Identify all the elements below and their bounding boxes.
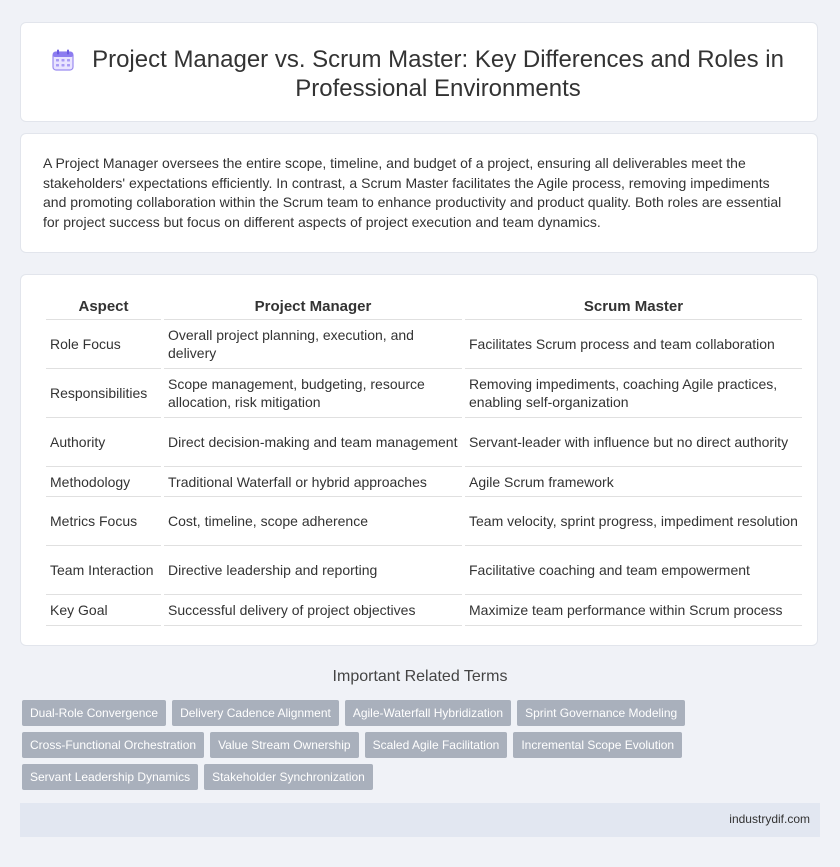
comparison-table-card — [20, 274, 818, 646]
related-term-tag[interactable]: Scaled Agile Facilitation — [365, 732, 508, 758]
table-cell-aspect: Role Focus — [46, 320, 161, 369]
table-cell-scrum-master: Maximize team performance within Scrum process — [465, 595, 802, 626]
table-cell-aspect: Key Goal — [46, 595, 161, 626]
header-aspect: Aspect — [46, 293, 161, 320]
related-terms-title: Important Related Terms — [332, 668, 508, 685]
table-row — [46, 497, 802, 546]
table-row — [46, 546, 802, 595]
summary-card — [20, 133, 818, 253]
table-row — [46, 418, 802, 467]
related-term-tag[interactable]: Delivery Cadence Alignment — [172, 700, 339, 726]
table-cell-project-manager: Cost, timeline, scope adherence — [164, 497, 462, 546]
table-cell-project-manager: Scope management, budgeting, resource allocation, risk mitigation — [164, 369, 462, 418]
tag-row — [22, 764, 822, 790]
related-term-tag[interactable]: Value Stream Ownership — [210, 732, 359, 758]
header-scrum-master: Scrum Master — [465, 293, 802, 320]
table-cell-project-manager: Directive leadership and reporting — [164, 546, 462, 595]
table-row — [46, 467, 802, 497]
table-row — [46, 320, 802, 369]
table-header-row — [46, 293, 802, 320]
footer-bar — [20, 803, 820, 837]
table-cell-project-manager: Traditional Waterfall or hybrid approaches — [164, 467, 462, 497]
table-row — [46, 595, 802, 626]
header-project-manager: Project Manager — [164, 293, 462, 320]
table-cell-aspect: Responsibilities — [46, 369, 161, 418]
table-cell-scrum-master: Facilitative coaching and team empowerment — [465, 546, 802, 595]
table-cell-scrum-master: Facilitates Scrum process and team collaboration — [465, 320, 802, 369]
header-card — [20, 22, 818, 122]
table-cell-aspect: Authority — [46, 418, 161, 467]
related-terms-tags — [22, 700, 822, 796]
tag-row — [22, 700, 822, 726]
table-cell-scrum-master: Agile Scrum framework — [465, 467, 802, 497]
table-cell-aspect: Methodology — [46, 467, 161, 497]
related-term-tag[interactable]: Cross-Functional Orchestration — [22, 732, 204, 758]
footer-site-link[interactable]: industrydif.com — [729, 812, 810, 826]
related-term-tag[interactable]: Dual-Role Convergence — [22, 700, 166, 726]
related-term-tag[interactable]: Servant Leadership Dynamics — [22, 764, 198, 790]
calendar-icon — [51, 48, 75, 72]
table-cell-scrum-master: Servant-leader with influence but no direct authority — [465, 418, 802, 467]
table-cell-scrum-master: Removing impediments, coaching Agile practices, enabling self-organization — [465, 369, 802, 418]
related-term-tag[interactable]: Incremental Scope Evolution — [513, 732, 682, 758]
table-cell-aspect: Metrics Focus — [46, 497, 161, 546]
table-cell-project-manager: Overall project planning, execution, and delivery — [164, 320, 462, 369]
table-row — [46, 369, 802, 418]
related-term-tag[interactable]: Sprint Governance Modeling — [517, 700, 685, 726]
related-term-tag[interactable]: Agile-Waterfall Hybridization — [345, 700, 511, 726]
page-title: Project Manager vs. Scrum Master: Key Differences and Roles in Professional Environments — [92, 46, 784, 102]
tag-row — [22, 732, 822, 758]
table-cell-aspect: Team Interaction — [46, 546, 161, 595]
table-cell-project-manager: Direct decision-making and team management — [164, 418, 462, 467]
comparison-table — [43, 293, 805, 626]
table-cell-scrum-master: Team velocity, sprint progress, impediment resolution — [465, 497, 802, 546]
table-cell-project-manager: Successful delivery of project objectives — [164, 595, 462, 626]
summary-text: A Project Manager oversees the entire scope, timeline, and budget of a project, ensuring all deliverables meet the stakeholders' expectations efficiently. In contrast, a Scrum Master facilitates the Agile process, removing impediments and promoting collaboration within the Scrum team to enhance productivity and product quality. Both roles are essential for project success but focus on different aspects of project execution and team dynamics. — [43, 155, 782, 230]
related-term-tag[interactable]: Stakeholder Synchronization — [204, 764, 373, 790]
